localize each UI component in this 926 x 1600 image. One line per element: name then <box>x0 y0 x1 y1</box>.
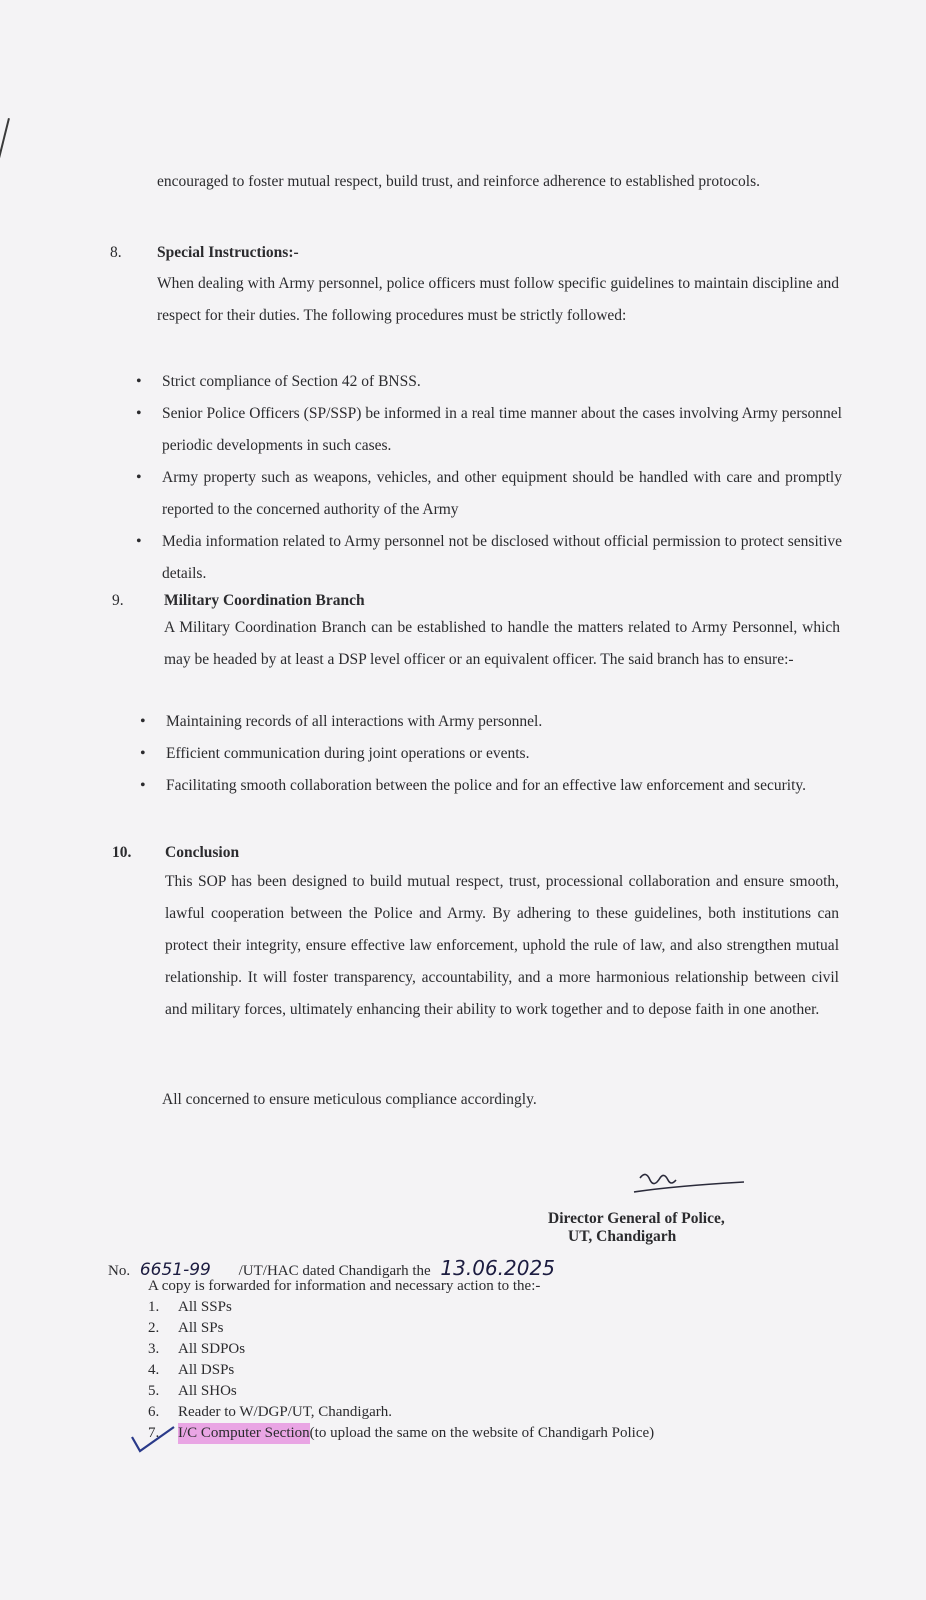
highlighted-recipient: I/C Computer Section <box>178 1423 310 1444</box>
signatory-designation: Director General of Police, <box>548 1210 725 1227</box>
signatory-location: UT, Chandigarh <box>568 1228 677 1245</box>
list-item: 1. All SSPs <box>148 1299 232 1315</box>
section-10-number: 10. <box>112 844 132 861</box>
intro-paragraph: encouraged to foster mutual respect, build trust, and reinforce adherence to established protocols. <box>157 173 760 190</box>
section-8-bullets <box>162 366 842 590</box>
section-10-heading: Conclusion <box>165 844 240 861</box>
list-item: • Strict compliance of Section 42 of BNSS. <box>162 366 842 398</box>
list-item: • Facilitating smooth collaboration between the police and for an effective law enforcement and security. <box>166 770 840 802</box>
section-8-heading: Special Instructions:- <box>157 244 299 261</box>
reference-middle: /UT/HAC dated Chandigarh the <box>238 1263 431 1279</box>
list-item: 7. I/C Computer Section (to upload the same on the website of Chandigarh Police) <box>148 1423 654 1444</box>
compliance-text: All concerned to ensure meticulous compliance accordingly. <box>162 1091 537 1108</box>
list-item: • Efficient communication during joint operations or events. <box>166 738 840 770</box>
distribution-list <box>148 1297 654 1444</box>
signature-block <box>548 1210 725 1246</box>
tick-mark-icon <box>128 1425 178 1455</box>
reference-number: 6651-99 <box>139 1260 211 1280</box>
section-8-number: 8. <box>110 244 122 261</box>
section-8-text: When dealing with Army personnel, police officers must follow specific guidelines to maintain discipline and respect for their duties. The following procedures must be strictly followed: <box>157 275 839 324</box>
list-item: • Media information related to Army personnel not be disclosed without official permission to protect sensitive details. <box>162 526 842 590</box>
section-9-text: A Military Coordination Branch can be established to handle the matters related to Army Personnel, which may be headed by at least a DSP level officer or an equivalent officer. The said branch has to ensure:- <box>164 619 840 668</box>
list-item: 2. All SPs <box>148 1320 224 1336</box>
section-9-number: 9. <box>112 592 124 609</box>
signature-scribble <box>630 1168 750 1208</box>
reference-prefix: No. <box>108 1263 131 1279</box>
copy-forward-text: A copy is forwarded for information and necessary action to the:- <box>148 1278 541 1294</box>
list-item: • Army property such as weapons, vehicles, and other equipment should be handled with care and promptly reported to the concerned authority of the Army <box>162 462 842 526</box>
list-item: 5. All SHOs <box>148 1383 237 1399</box>
reference-line <box>108 1256 555 1280</box>
section-9-heading: Military Coordination Branch <box>164 592 365 609</box>
reference-date: 13.06.2025 <box>440 1256 555 1280</box>
list-item: 4. All DSPs <box>148 1362 235 1378</box>
section-10-text: This SOP has been designed to build mutual respect, trust, processional collaboration and ensure smooth, lawful cooperation between the Police and Army. By adhering to these guidelines, both institutions can protect their integrity, ensure effective law enforcement, uphold the rule of law, and also strengthen mutual relationship. It will foster transparency, accountability, and a more harmonious relationship between civil and military forces, ultimately enhancing their ability to work together and to depose faith in one another. <box>165 873 839 1018</box>
section-9-bullets <box>166 706 840 802</box>
list-item: • Senior Police Officers (SP/SSP) be informed in a real time manner about the cases involving Army personnel periodic developments in such cases. <box>162 398 842 462</box>
list-item: • Maintaining records of all interactions with Army personnel. <box>166 706 840 738</box>
list-item: 6. Reader to W/DGP/UT, Chandigarh. <box>148 1404 392 1420</box>
margin-pen-stroke <box>0 118 10 264</box>
list-item: 3. All SDPOs <box>148 1341 246 1357</box>
